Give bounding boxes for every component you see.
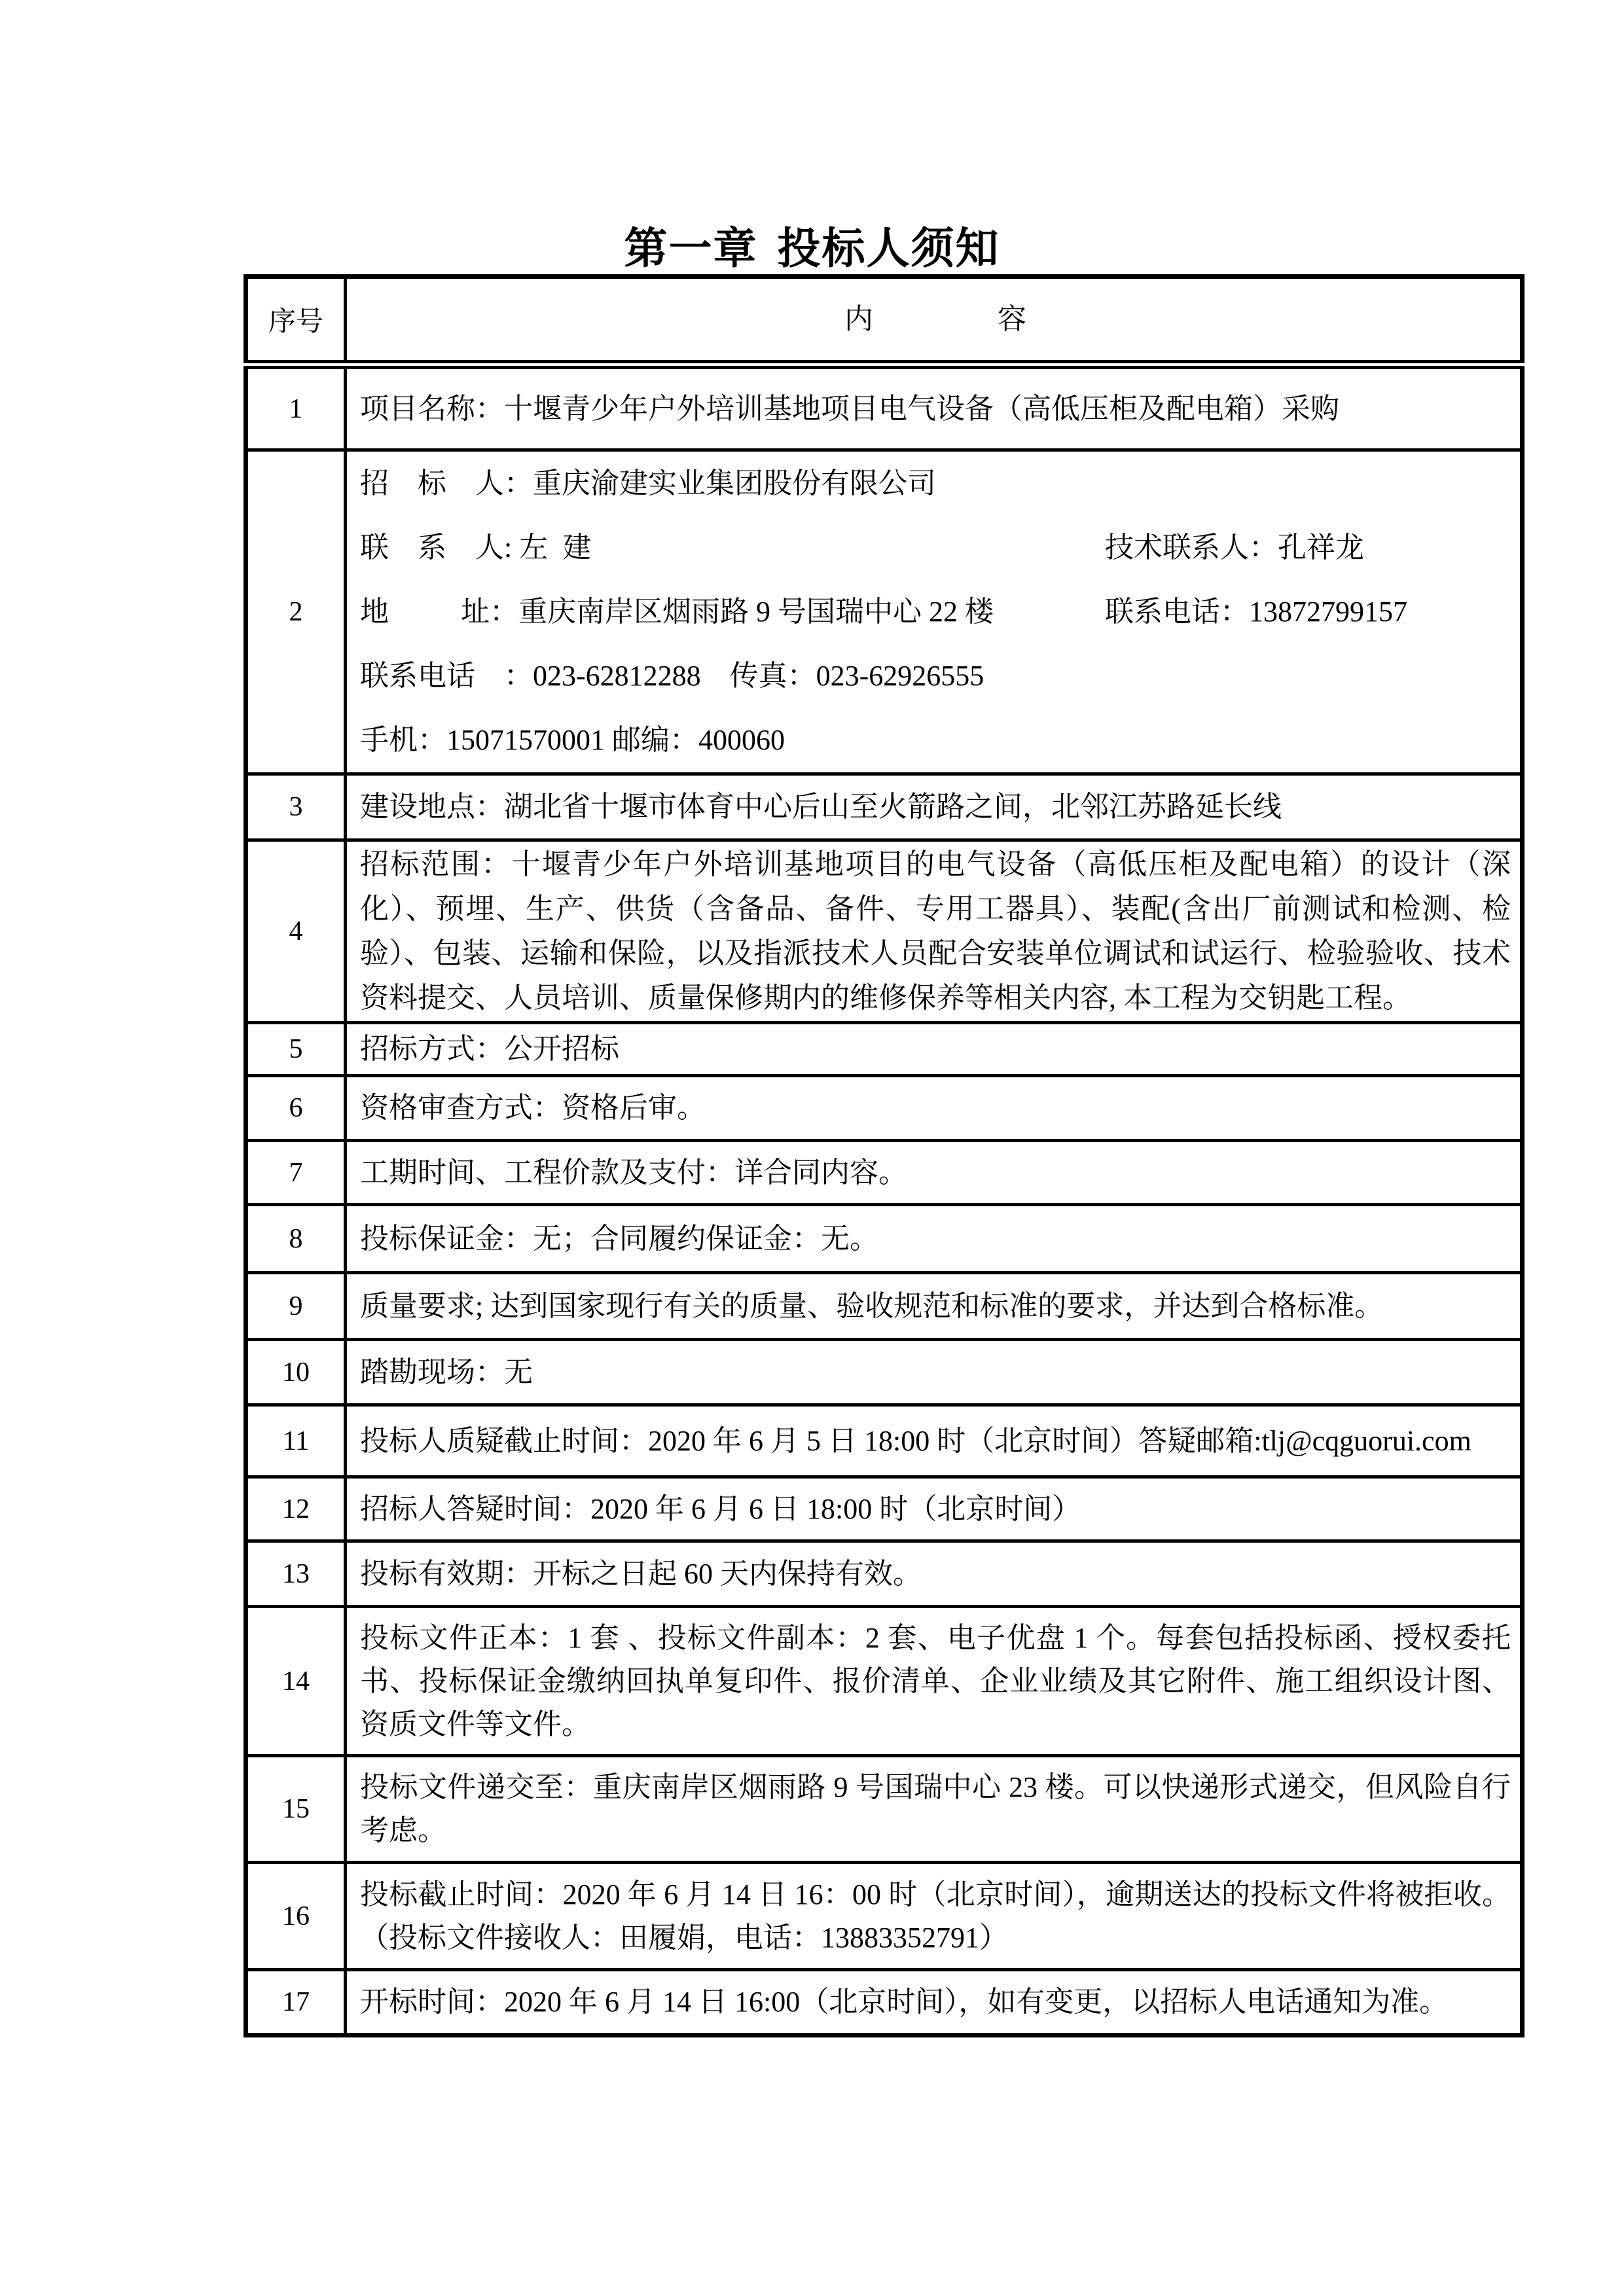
row-number: 9 <box>246 1273 346 1340</box>
table-row <box>246 1141 1523 1205</box>
row-content: 投标文件递交至：重庆南岸区烟雨路 9 号国瑞中心 23 楼。可以快递形式递交，但风险自行考虑。 <box>346 1756 1523 1863</box>
row-number: 5 <box>246 1023 346 1076</box>
table-row <box>246 1970 1523 2036</box>
table-row <box>246 1607 1523 1756</box>
row-content: 招标方式：公开招标 <box>346 1023 1523 1076</box>
row-number: 7 <box>246 1141 346 1205</box>
header-no-cell <box>246 277 346 365</box>
phone-fax-line: 联系电话 ：023-62812288 传真：023-62926555 <box>360 660 984 692</box>
header-no-label: 序号 <box>268 307 323 337</box>
table-row <box>246 774 1523 840</box>
mobile-postcode-line: 手机：15071570001 邮编：400060 <box>360 724 785 756</box>
table-row <box>246 1273 1523 1340</box>
table-row <box>246 450 1523 774</box>
table-row <box>246 1076 1523 1141</box>
row-content: 资格审查方式：资格后审。 <box>346 1076 1523 1141</box>
row-content: 项目名称：十堰青少年户外培训基地项目电气设备（高低压柜及配电箱）采购 <box>346 365 1523 450</box>
contact-line: 联 系 人: 左 建 <box>360 531 592 564</box>
table-row <box>246 1205 1523 1273</box>
table-row <box>246 1405 1523 1477</box>
table-row <box>246 1756 1523 1863</box>
table-row <box>246 1023 1523 1076</box>
chapter-number: 第一章 <box>624 223 758 274</box>
row-content: 招标范围：十堰青少年户外培训基地项目的电气设备（高低压柜及配电箱）的设计（深化）、预埋、生产、供货（含备品、备件、专用工器具）、装配(含出厂前测试和检测、检验）、包装、运输和保险，以及指派技术人员配合安装单位调试和试运行、检验验收、技术资料提交、人员培训、质量保修期内的维修保养等相关内容, 本工程为交钥匙工程。 <box>346 840 1523 1023</box>
address-row <box>360 580 1511 644</box>
table-row <box>246 840 1523 1023</box>
table-row <box>246 1863 1523 1970</box>
row-number: 15 <box>246 1756 346 1863</box>
table-row <box>246 365 1523 450</box>
contact-phone-line: 联系电话：13872799157 <box>1105 596 1407 628</box>
row-number: 1 <box>246 365 346 450</box>
row-content: 投标文件正本：1 套 、投标文件副本：2 套、电子优盘 1 个。每套包括投标函、授权委托书、投标保证金缴纳回执单复印件、报价清单、企业业绩及其它附件、施工组织设计图、资质文件等文件。 <box>346 1607 1523 1756</box>
header-content-label-2: 容 <box>998 303 1026 335</box>
row-content: 投标截止时间：2020 年 6 月 14 日 16：00 时（北京时间），逾期送达的投标文件将被拒收。（投标文件接收人：田履娟，电话：13883352791） <box>346 1863 1523 1970</box>
row-content-contacts <box>346 450 1523 774</box>
row-number: 6 <box>246 1076 346 1141</box>
row-number: 13 <box>246 1541 346 1607</box>
table-header-row <box>246 277 1523 365</box>
row-number: 2 <box>246 450 346 774</box>
header-content-cell <box>346 277 1523 365</box>
row-number: 14 <box>246 1607 346 1756</box>
row-content: 招标人答疑时间：2020 年 6 月 6 日 18:00 时（北京时间） <box>346 1477 1523 1541</box>
row-number: 10 <box>246 1340 346 1405</box>
row-number: 11 <box>246 1405 346 1477</box>
row-content: 投标有效期：开标之日起 60 天内保持有效。 <box>346 1541 1523 1607</box>
tenderer-line: 招 标 人：重庆渝建实业集团股份有限公司 <box>360 467 936 499</box>
row-content: 开标时间：2020 年 6 月 14 日 16:00（北京时间），如有变更，以招标人电话通知为准。 <box>346 1970 1523 2036</box>
row-content: 工期时间、工程价款及支付：详合同内容。 <box>346 1141 1523 1205</box>
row-number: 4 <box>246 840 346 1023</box>
row-number: 17 <box>246 1970 346 2036</box>
chapter-name: 投标人须知 <box>777 223 1000 274</box>
bidder-instructions-table <box>244 274 1525 2037</box>
row-number: 16 <box>246 1863 346 1970</box>
page-title <box>0 223 1624 275</box>
row-content: 建设地点：湖北省十堰市体育中心后山至火箭路之间，北邻江苏路延长线 <box>346 774 1523 840</box>
table-row <box>246 1477 1523 1541</box>
row-number: 8 <box>246 1205 346 1273</box>
row-content: 质量要求; 达到国家现行有关的质量、验收规范和标准的要求，并达到合格标准。 <box>346 1273 1523 1340</box>
row-number: 3 <box>246 774 346 840</box>
address-line: 地 址：重庆南岸区烟雨路 9 号国瑞中心 22 楼 <box>360 596 994 628</box>
contact-row <box>360 516 1511 580</box>
tech-contact-line: 技术联系人：孔祥龙 <box>1105 531 1364 564</box>
table-row <box>246 1541 1523 1607</box>
row-content: 投标保证金：无；合同履约保证金：无。 <box>346 1205 1523 1273</box>
row-content: 踏勘现场：无 <box>346 1340 1523 1405</box>
row-content: 投标人质疑截止时间：2020 年 6 月 5 日 18:00 时（北京时间）答疑邮箱:tlj@cqguorui.com <box>346 1405 1523 1477</box>
row-number: 12 <box>246 1477 346 1541</box>
table-row <box>246 1340 1523 1405</box>
header-content-label-1: 内 <box>844 303 873 335</box>
